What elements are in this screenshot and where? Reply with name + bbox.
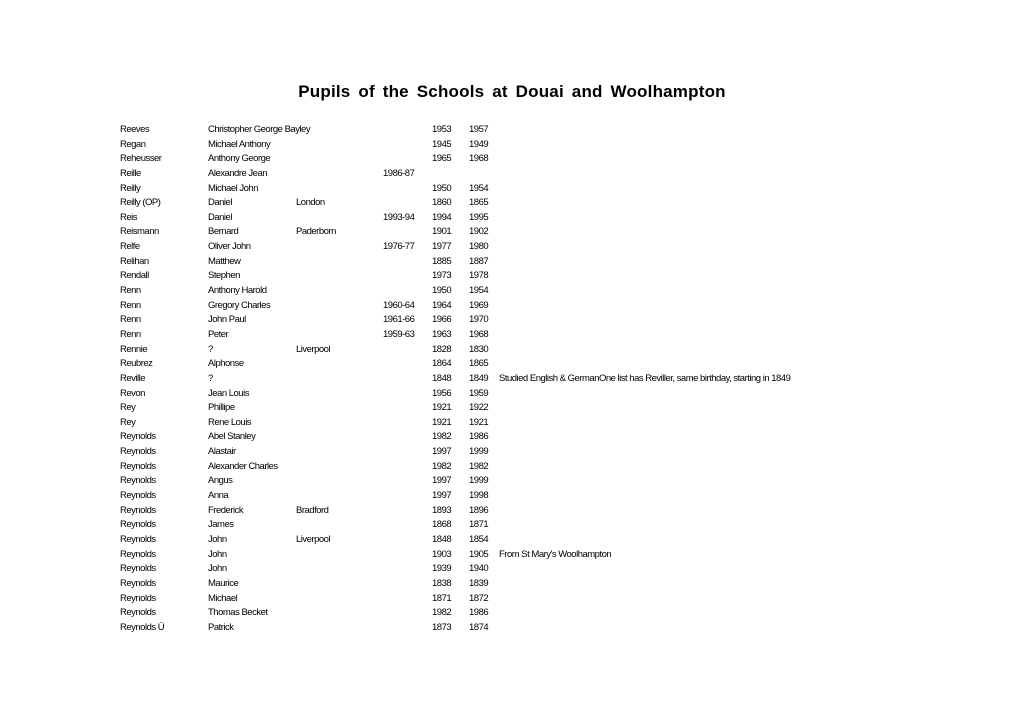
start-year-cell: 1997 [432, 490, 452, 502]
table-row [120, 416, 1000, 431]
table-row [120, 313, 1000, 328]
forenames-cell: Daniel [208, 197, 232, 209]
start-year-cell: 1921 [432, 402, 452, 414]
surname-cell: Rennie [120, 343, 148, 355]
table-row [120, 533, 1000, 548]
surname-cell: Rey [120, 402, 136, 414]
end-year-cell: 1949 [469, 138, 489, 150]
forenames-cell: Phillipe [208, 402, 235, 414]
forenames-cell: James [208, 519, 234, 531]
end-year-cell: 1954 [469, 285, 489, 297]
table-row [120, 328, 1000, 343]
end-year-cell: 1839 [469, 577, 489, 589]
table-row [120, 606, 1000, 621]
end-year-cell: 1849 [469, 372, 489, 384]
table-row [120, 196, 1000, 211]
table-row [120, 299, 1000, 314]
surname-cell: Reynolds [120, 475, 156, 487]
end-year-cell: 1998 [469, 490, 489, 502]
forenames-cell: John [208, 548, 227, 560]
start-year-cell: 1885 [432, 255, 452, 267]
forenames-cell: John [208, 533, 227, 545]
forenames-cell: Frederick [208, 504, 244, 516]
surname-cell: Renn [120, 285, 141, 297]
end-year-cell: 1887 [469, 255, 489, 267]
surname-cell: Reismann [120, 226, 159, 238]
table-row [120, 255, 1000, 270]
end-year-cell: 1980 [469, 241, 489, 253]
end-year-cell: 1922 [469, 402, 489, 414]
start-year-cell: 1848 [432, 533, 452, 545]
surname-cell: Reeves [120, 124, 150, 135]
place-cell: Liverpool [296, 533, 331, 545]
end-year-cell: 1940 [469, 563, 489, 575]
start-year-cell: 1956 [432, 387, 452, 399]
surname-cell: Reynolds [120, 431, 156, 443]
end-year-cell: 1896 [469, 504, 489, 516]
forenames-cell: Thomas Becket [208, 607, 268, 619]
surname-cell: Regan [120, 138, 146, 150]
surname-cell: Reynolds [120, 607, 156, 619]
forenames-cell: John Paul [208, 314, 246, 326]
table-row [120, 474, 1000, 489]
table-row [120, 518, 1000, 533]
end-year-cell: 1968 [469, 328, 489, 340]
forenames-cell: Bernard [208, 226, 239, 238]
end-year-cell: 1865 [469, 197, 489, 209]
end-year-cell: 1999 [469, 446, 489, 458]
end-year-cell: 1999 [469, 475, 489, 487]
prior-years-cell: 1993-94 [383, 211, 415, 223]
surname-cell: Relfe [120, 241, 140, 253]
table-row [120, 269, 1000, 284]
surname-cell: Rey [120, 416, 136, 428]
end-year-cell: 1872 [469, 592, 489, 604]
table-row [120, 152, 1000, 167]
start-year-cell: 1893 [432, 504, 452, 516]
start-year-cell: 1868 [432, 519, 452, 531]
surname-cell: Reynolds [120, 519, 156, 531]
end-year-cell: 1871 [469, 519, 489, 531]
prior-years-cell: 1986-87 [383, 167, 415, 179]
table-row [120, 240, 1000, 255]
end-year-cell: 1874 [469, 621, 489, 633]
start-year-cell: 1950 [432, 285, 452, 297]
start-year-cell: 1921 [432, 416, 452, 428]
forenames-cell: Christopher George Bayley [208, 124, 311, 135]
table-row [120, 167, 1000, 182]
page-title: Pupils of the Schools at Douai and Woolhampton [298, 82, 726, 101]
table-row [120, 284, 1000, 299]
table-row [120, 387, 1000, 402]
table-row [120, 225, 1000, 240]
start-year-cell: 1848 [432, 372, 452, 384]
forenames-cell: Peter [208, 328, 229, 340]
forenames-cell: Alphonse [208, 358, 244, 370]
table-row [120, 548, 1000, 563]
forenames-cell: Michael Anthony [208, 138, 271, 150]
table-row [120, 430, 1000, 445]
surname-cell: Reynolds [120, 446, 156, 458]
start-year-cell: 1864 [432, 358, 452, 370]
end-year-cell: 1954 [469, 182, 489, 194]
forenames-cell: Oliver John [208, 241, 251, 253]
forenames-cell: Angus [208, 475, 233, 487]
forenames-cell: Matthew [208, 255, 241, 267]
surname-cell: Reynolds [120, 548, 156, 560]
end-year-cell: 1978 [469, 270, 489, 282]
forenames-cell: Michael [208, 592, 238, 604]
surname-cell: Reynolds [120, 460, 156, 472]
forenames-cell: Patrick [208, 621, 234, 633]
prior-years-cell: 1959-63 [383, 328, 415, 340]
start-year-cell: 1997 [432, 446, 452, 458]
table-row [120, 401, 1000, 416]
forenames-cell: ? [208, 372, 213, 384]
prior-years-cell: 1976-77 [383, 241, 415, 253]
end-year-cell: 1854 [469, 533, 489, 545]
table-row [120, 445, 1000, 460]
start-year-cell: 1966 [432, 314, 452, 326]
start-year-cell: 1982 [432, 460, 452, 472]
forenames-cell: John [208, 563, 227, 575]
end-year-cell: 1995 [469, 211, 489, 223]
notes-cell: From St Mary's Woolhampton [499, 548, 612, 560]
surname-cell: Reynolds [120, 577, 156, 589]
start-year-cell: 1953 [432, 124, 452, 135]
table-row [120, 357, 1000, 372]
start-year-cell: 1982 [432, 431, 452, 443]
end-year-cell: 1970 [469, 314, 489, 326]
forenames-cell: Jean Louis [208, 387, 249, 399]
records-table [120, 123, 1000, 635]
table-row [120, 138, 1000, 153]
forenames-cell: Rene Louis [208, 416, 252, 428]
surname-cell: Relihan [120, 255, 149, 267]
end-year-cell: 1986 [469, 431, 489, 443]
table-row [120, 577, 1000, 592]
start-year-cell: 1950 [432, 182, 452, 194]
table-row [120, 562, 1000, 577]
surname-cell: Rendall [120, 270, 149, 282]
forenames-cell: Anna [208, 490, 229, 502]
table-row [120, 343, 1000, 358]
table-row [120, 123, 1000, 138]
forenames-cell: Alexander Charles [208, 460, 278, 472]
start-year-cell: 1994 [432, 211, 452, 223]
table-row [120, 211, 1000, 226]
start-year-cell: 1901 [432, 226, 452, 238]
surname-cell: Reynolds Ü [120, 621, 165, 633]
place-cell: London [296, 197, 325, 209]
place-cell: Bradford [296, 504, 329, 516]
end-year-cell: 1982 [469, 460, 489, 472]
surname-cell: Renn [120, 314, 141, 326]
forenames-cell: ? [208, 343, 213, 355]
start-year-cell: 1963 [432, 328, 452, 340]
surname-cell: Reilly [120, 182, 141, 194]
forenames-cell: Stephen [208, 270, 240, 282]
surname-cell: Reilly (OP) [120, 197, 161, 209]
table-row [120, 489, 1000, 504]
table-row [120, 504, 1000, 519]
prior-years-cell: 1960-64 [383, 299, 415, 311]
forenames-cell: Alastair [208, 446, 236, 458]
end-year-cell: 1957 [469, 124, 489, 135]
surname-cell: Reynolds [120, 533, 156, 545]
end-year-cell: 1905 [469, 548, 489, 560]
surname-cell: Renn [120, 328, 141, 340]
place-cell: Liverpool [296, 343, 331, 355]
surname-cell: Reynolds [120, 592, 156, 604]
end-year-cell: 1830 [469, 343, 489, 355]
end-year-cell: 1969 [469, 299, 489, 311]
end-year-cell: 1865 [469, 358, 489, 370]
start-year-cell: 1997 [432, 475, 452, 487]
start-year-cell: 1838 [432, 577, 452, 589]
forenames-cell: Anthony George [208, 153, 271, 165]
surname-cell: Reubrez [120, 358, 153, 370]
table-row [120, 460, 1000, 475]
surname-cell: Reynolds [120, 490, 156, 502]
table-row [120, 182, 1000, 197]
place-cell: Paderborn [296, 226, 336, 238]
forenames-cell: Daniel [208, 211, 232, 223]
surname-cell: Reille [120, 167, 141, 179]
start-year-cell: 1939 [432, 563, 452, 575]
forenames-cell: Michael John [208, 182, 258, 194]
start-year-cell: 1973 [432, 270, 452, 282]
table-row [120, 372, 1000, 387]
surname-cell: Reynolds [120, 563, 156, 575]
surname-cell: Reis [120, 211, 138, 223]
surname-cell: Reynolds [120, 504, 156, 516]
prior-years-cell: 1961-66 [383, 314, 415, 326]
start-year-cell: 1871 [432, 592, 452, 604]
surname-cell: Revon [120, 387, 145, 399]
forenames-cell: Gregory Charles [208, 299, 271, 311]
start-year-cell: 1977 [432, 241, 452, 253]
start-year-cell: 1964 [432, 299, 452, 311]
notes-cell: Studied English & GermanOne list has Reviller, same birthday, starting in 1849 [499, 372, 791, 384]
forenames-cell: Maurice [208, 577, 239, 589]
surname-cell: Reville [120, 372, 146, 384]
forenames-cell: Alexandre Jean [208, 167, 268, 179]
start-year-cell: 1982 [432, 607, 452, 619]
surname-cell: Reheusser [120, 153, 162, 165]
forenames-cell: Anthony Harold [208, 285, 267, 297]
forenames-cell: Abel Stanley [208, 431, 256, 443]
end-year-cell: 1968 [469, 153, 489, 165]
end-year-cell: 1921 [469, 416, 489, 428]
start-year-cell: 1945 [432, 138, 452, 150]
end-year-cell: 1902 [469, 226, 489, 238]
start-year-cell: 1873 [432, 621, 452, 633]
end-year-cell: 1959 [469, 387, 489, 399]
end-year-cell: 1986 [469, 607, 489, 619]
start-year-cell: 1965 [432, 153, 452, 165]
table-row [120, 621, 1000, 636]
surname-cell: Renn [120, 299, 141, 311]
start-year-cell: 1860 [432, 197, 452, 209]
start-year-cell: 1828 [432, 343, 452, 355]
table-row [120, 592, 1000, 607]
start-year-cell: 1903 [432, 548, 452, 560]
